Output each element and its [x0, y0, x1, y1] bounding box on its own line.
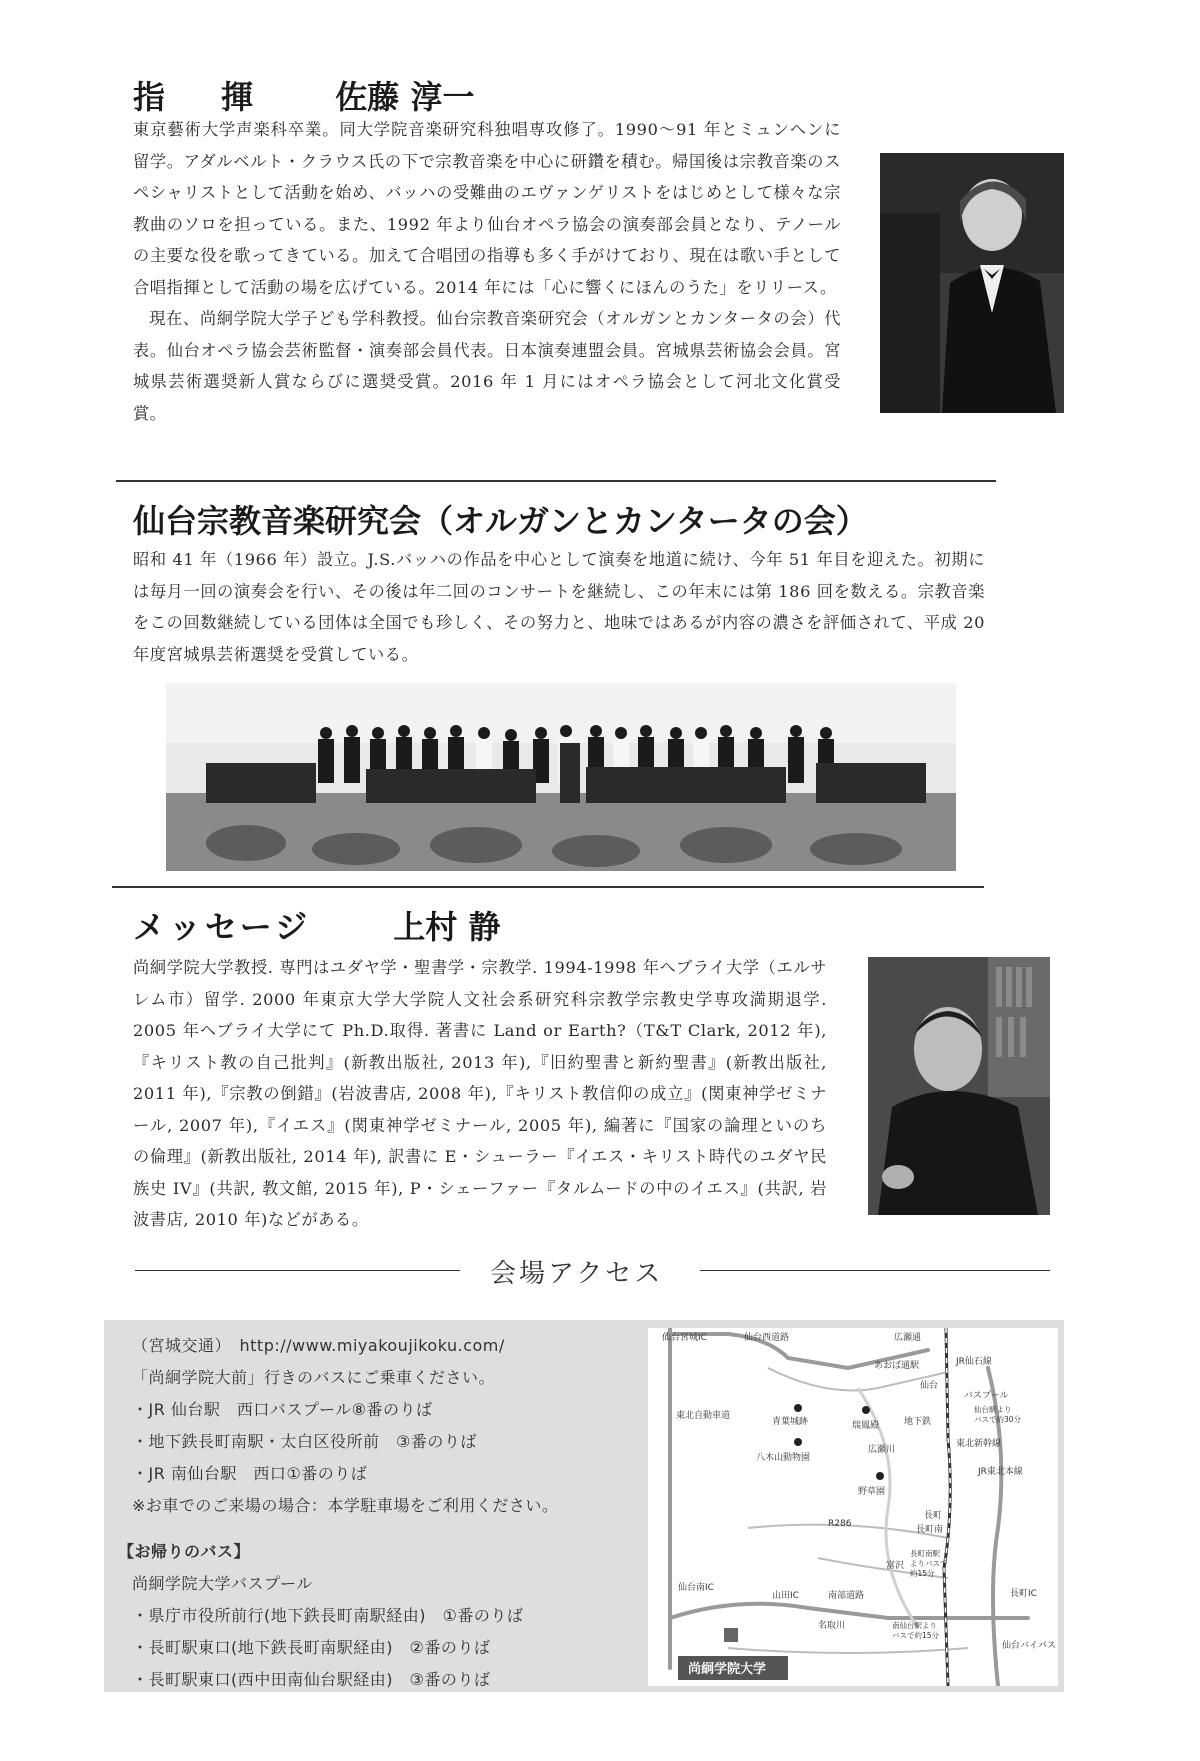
map-label-yagiyama: 八木山動物園 [756, 1453, 811, 1463]
map-marker-yagiyama [794, 1438, 802, 1446]
message-bio: 尚絅学院大学教授. 専門はユダヤ学・聖書学・宗教学. 1994-1998 年ヘブライ大学（エルサレム市）留学. 2000 年東京大学大学院人文社会系研究科宗教学宗教史学専攻満期退学. 2005 年ヘブライ大学にて Ph.D.取得. 著書に Land or Earth?（T&T Clark, 2012 年),『キリスト教の自己批判』(新教出版社, 2013 年),『旧約聖書と新約聖書』(新教出版社, 2011 年),『宗教の倒錯』(岩波書店, 2008 年),『キリスト教信仰の成立』(関東神学ゼミナール, 2007 年),『イエス』(関東神学ゼミナール, 2005 年), 編著に『国家の論理といのちの倫理』(新教出版社, 2014 年), 訳書に E・シューラー『イエス・キリスト時代のユダヤ民族史 IV』(共訳, 教文館, 2015 年), P・シェーファー『タルムードの中のイエス』(共訳, 岩波書店, 2010 年)などがある。 [133, 958, 827, 1229]
map-label-tomizawa: 富沢 [886, 1561, 905, 1571]
map-label-sendai-nishi-road: 仙台西道路 [744, 1333, 790, 1343]
concert-photo [166, 683, 956, 871]
access-line-5: ・JR 南仙台駅 西口①番のりば [132, 1464, 368, 1483]
map-label-r286: R286 [828, 1519, 852, 1529]
return-bus-line-4: ・長町駅東口(西中田南仙台駅経由) ③番のりば [132, 1670, 491, 1689]
message-role: メッセージ [133, 908, 312, 946]
access-directions [118, 1330, 692, 1696]
map-label-note-minamisendai-1: 南仙台駅より [892, 1621, 937, 1630]
map-label-hirose-dori: 広瀬通 [894, 1333, 922, 1343]
access-map [648, 1328, 1058, 1686]
map-label-sendai-minami-ic: 仙台南IC [678, 1583, 714, 1593]
map-road-natori [728, 1648, 968, 1653]
map-label-shinkansen: 東北新幹線 [956, 1439, 1002, 1449]
access-line-6: ※お車でのご来場の場合：本学駐車場をご利用ください。 [132, 1496, 559, 1515]
access-box [104, 1320, 1064, 1692]
map-label-bus-note-2: バスで約30分 [974, 1415, 1022, 1424]
map-marker-yasoen [876, 1472, 884, 1480]
map-label-bus-pool: バスプール [964, 1391, 1009, 1401]
access-line-1[interactable]: （宮城交通） http://www.miyakoujikoku.com/ [132, 1336, 505, 1355]
access-line-3: ・JR 仙台駅 西口バスプール⑧番のりば [132, 1400, 433, 1419]
map-label-nagamachi-ic: 長町IC [1010, 1589, 1037, 1599]
conductor-role: 指 揮 [133, 78, 266, 116]
map-label-nanbu-road: 南部道路 [828, 1591, 865, 1601]
access-line-4: ・地下鉄長町南駅・太白区役所前 ③番のりば [132, 1432, 477, 1451]
map-label-note-minamisendai-2: バスで約15分 [892, 1631, 940, 1640]
conductor-photo [880, 153, 1064, 413]
map-marker-zuihoden [862, 1406, 870, 1414]
map-label-note-nagamachi-2: よりバスで [910, 1559, 948, 1568]
access-line-2: 「尚絅学院大前」行きのバスにご乗車ください。 [132, 1368, 496, 1387]
map-label-tohoku-exp: 東北自動車道 [676, 1411, 731, 1421]
map-label-yasoen: 野草園 [858, 1487, 886, 1497]
conductor-heading [133, 72, 474, 118]
section-divider-1 [116, 480, 996, 482]
map-label-zuihoden: 瑞鳳殿 [852, 1421, 880, 1431]
map-label-subway: 地下鉄 [904, 1417, 932, 1427]
conductor-bio-paragraph-2: 現在、尚絅学院大学子ども学科教授。仙台宗教音楽研究会（オルガンとカンタータの会）代表。仙台オペラ協会芸術監督・演奏部会員代表。日本演奏連盟会員。宮城県芸術協会会員。宮城県芸術選奨新人賞ならびに選奨受賞。2016 年 1 月にはオペラ協会として河北文化賞受賞。 [133, 309, 841, 423]
conductor-name: 佐藤 淳一 [335, 78, 475, 116]
map-label-hirosegawa: 広瀬川 [868, 1445, 896, 1455]
map-label-jr-senseki: JR仙石線 [956, 1357, 992, 1367]
society-title: 仙台宗教音楽研究会（オルガンとカンタータの会） [133, 502, 868, 540]
map-label-nagamachi: 長町 [924, 1511, 943, 1521]
map-road-nanbu [670, 1604, 1028, 1618]
conductor-bio [133, 114, 841, 429]
map-label-yamada-ic: 山田IC [772, 1591, 799, 1601]
access-heading: 会場アクセス [490, 1259, 664, 1289]
map-label-sendai-miyagi-ic: 仙台宮城IC [662, 1333, 707, 1343]
map-label-note-nagamachi-1: 長町南駅 [910, 1549, 940, 1558]
message-name: 上村 静 [393, 908, 501, 946]
map-label-jr-tohoku: JR東北本線 [978, 1467, 1023, 1477]
conductor-bio-paragraph-1: 東京藝術大学声楽科卒業。同大学院音楽研究科独唱専攻修了。1990〜91 年とミュンヘンに留学。アダルベルト・クラウス氏の下で宗教音楽を中心に研鑽を積む。帰国後は宗教音楽のスペシャリストとして活動を始め、バッハの受難曲のエヴァンゲリストをはじめとして様々な宗教曲のソロを担っている。また、1992 年より仙台オペラ協会の演奏部会員となり、テノールの主要な役を歌ってきている。加えて合唱団の指導も多く手がけており、現在は歌い手として合唱指揮として活動の場を広げている。2014 年には「心に響くにほんのうた」をリリース。 [133, 120, 841, 297]
map-label-sendai-bypass: 仙台バイパス [1002, 1641, 1056, 1651]
map-label-aobajo: 青葉城跡 [772, 1417, 809, 1427]
return-bus-line-2: ・県庁市役所前行(地下鉄長町南駅経由) ①番のりば [132, 1606, 524, 1625]
map-label-natorigawa: 名取川 [818, 1621, 846, 1631]
map-marker-aobajo [794, 1404, 802, 1412]
return-bus-line-3: ・長町駅東口(地下鉄長町南駅経由) ②番のりば [132, 1638, 491, 1657]
message-heading [133, 902, 501, 948]
return-bus-line-1: 尚絅学院大学バスプール [132, 1574, 313, 1593]
return-bus-title: 【お帰りのバス】 [118, 1542, 251, 1561]
map-label-sendai: 仙台 [920, 1381, 939, 1391]
access-rule-right [700, 1270, 1050, 1271]
section-divider-2 [112, 886, 984, 888]
message-photo [868, 957, 1050, 1215]
map-label-nagamachi-minami: 長町南 [916, 1525, 944, 1535]
map-university-marker [724, 1628, 738, 1642]
map-label-note-nagamachi-3: 約15分 [910, 1569, 935, 1578]
map-label-university: 尚絅学院大学 [688, 1662, 767, 1677]
map-label-aoba-dori: あおば通駅 [874, 1361, 920, 1371]
map-label-bus-note-1: 仙台駅より [974, 1405, 1012, 1414]
access-rule-left [135, 1270, 460, 1271]
society-description: 昭和 41 年（1966 年）設立。J.S.バッハの作品を中心として演奏を地道に続け、今年 51 年目を迎えた。初期には毎月一回の演奏会を行い、その後は年二回のコンサートを継続し、この年末には第 186 回を数える。宗教音楽をこの回数継続している団体は全国でも珍しく、その努力と、地味ではあるが内容の濃さを評価されて、平成 20 年度宮城県芸術選奨を受賞している。 [133, 550, 985, 664]
